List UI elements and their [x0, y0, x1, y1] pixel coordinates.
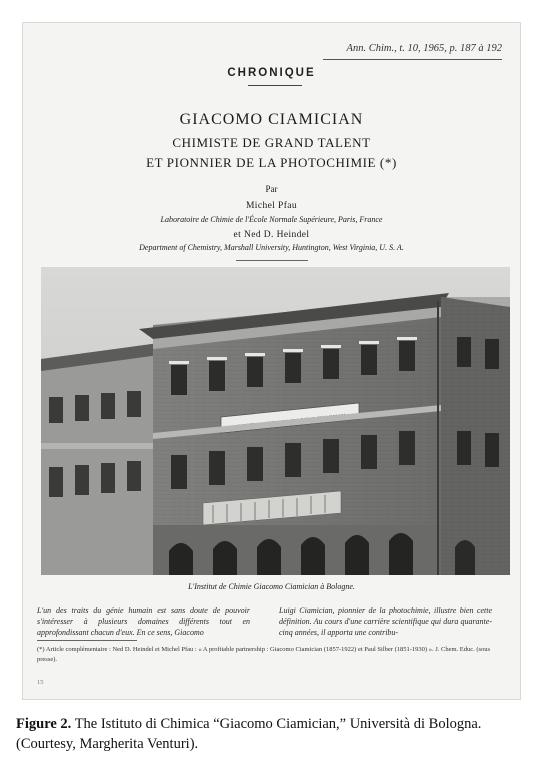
figure-caption — [16, 714, 536, 754]
scanned-journal-page — [22, 22, 521, 700]
byline-par: Par — [265, 184, 278, 194]
footnote-rule — [37, 640, 137, 641]
article-title-line-1: GIACOMO CIAMICIAN — [179, 111, 364, 128]
building-photo — [41, 267, 510, 575]
section-rule — [248, 85, 302, 86]
article-title-line-2: CHIMISTE DE GRAND TALENT — [172, 135, 371, 150]
page-mark: 15 — [37, 679, 44, 686]
footnote: (*) Article complémentaire : Ned D. Heindel et Michel Pfau : « A profitable partnership : Giacomo Ciamician (1857-1922) et Paul Silber (1851-1930) ». J. Chem. Educ. (sous presse). — [37, 646, 491, 663]
author-1: Michel Pfau — [245, 201, 298, 211]
figure-label: Figure 2. — [16, 716, 72, 732]
journal-citation: Ann. Chim., t. 10, 1965, p. 187 à 192 — [346, 43, 502, 54]
author-2: et Ned D. Heindel — [233, 230, 310, 240]
body-column-left: L'un des traits du génie humain est sans doute de pouvoir s'intéresser à plusieurs domaines différents tout en approfondissant chacun d'eux. En ce sens, Giacomo — [37, 606, 250, 637]
figure-caption-text: The Istituto di Chimica “Giacomo Ciamician,” Università di Bologna. (Courtesy, Margherita Venturi). — [16, 716, 482, 752]
affiliation-1: Laboratoire de Chimie de l'École Normale Supérieure, Paris, France — [160, 215, 383, 224]
body-column-right: Luigi Ciamician, pionnier de la photochimie, illustre bien cette définition. Au cours d'une carrière scientifique qui dura quarante-cinq années, il apporta une contribu- — [279, 606, 492, 637]
section-heading: CHRONIQUE — [227, 67, 316, 79]
affiliation-2: Department of Chemistry, Marshall University, Huntington, West Virginia, U. S. A. — [139, 243, 404, 252]
article-title-line-3: ET PIONNIER DE LA PHOTOCHIMIE (*) — [146, 155, 397, 170]
photo-caption: L'Institut de Chimie Giacomo Ciamician à Bologne. — [188, 582, 355, 591]
citation-rule — [323, 59, 502, 60]
header-rule — [236, 260, 308, 261]
